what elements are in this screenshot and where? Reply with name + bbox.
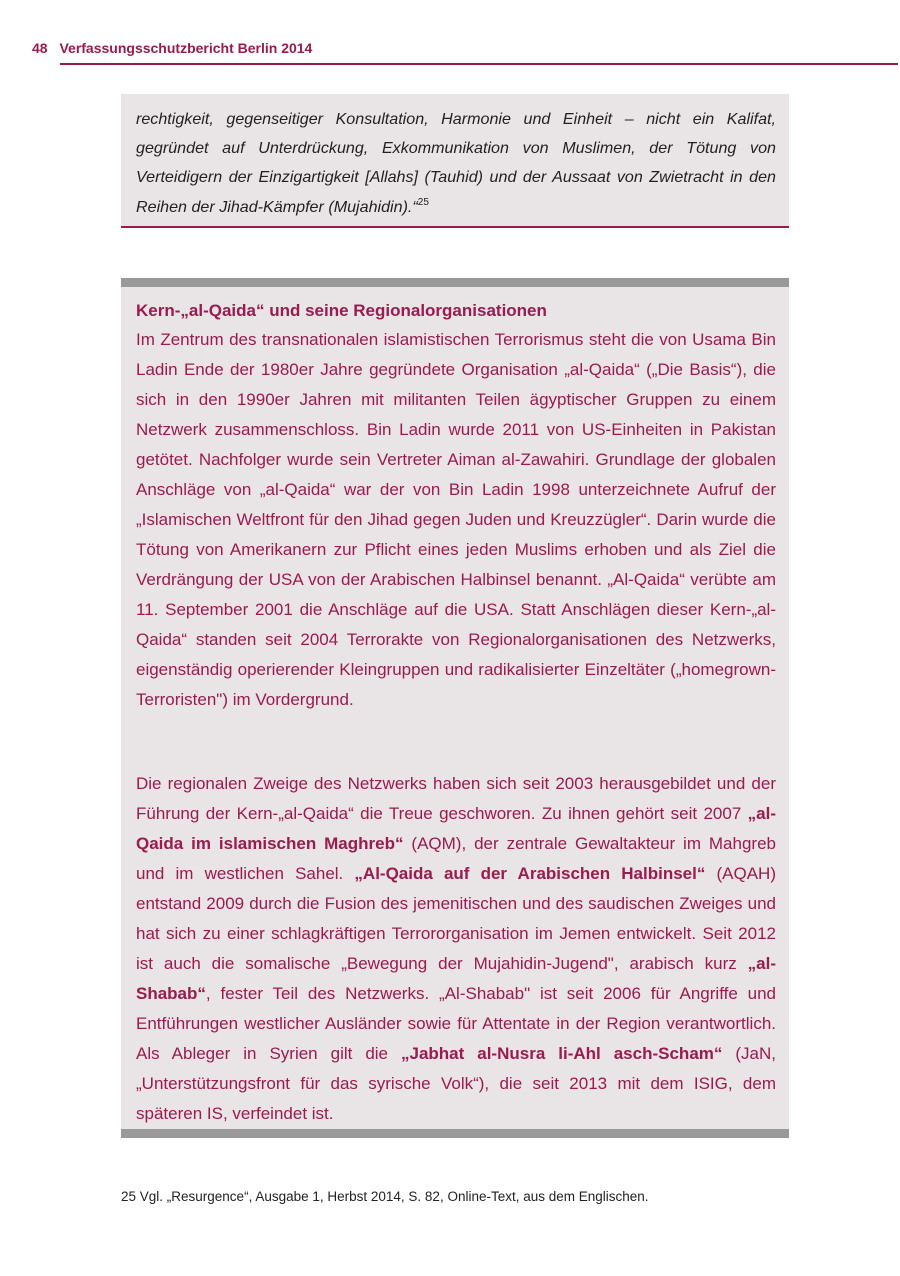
page-header	[32, 40, 898, 56]
header-rule	[60, 63, 898, 65]
bold-term-jabhat-al-nusra: „Jabhat al-Nusra li-Ahl asch-Scham“	[400, 1044, 723, 1063]
bold-term-aqm: „al-Qaida im islamischen Maghreb“	[136, 804, 776, 853]
box-paragraph-2	[136, 769, 776, 1129]
box-paragraph-1: Im Zentrum des transnationalen islamistischen Terrorismus steht die von Usama Bin Ladin Ende der 1980er Jahre gegründete Organisation „al-Qaida“ („Die Basis“), die sich in den 1990er Jahren mit militanten Teilen ägyptischer Gruppen zu einem Netzwerk zusammenschloss. Bin Ladin wurde 2011 von US-Einheiten in Pakistan getötet. Nachfolger wurde sein Vertreter Aiman al-Zawahiri. Grundlage der globalen Anschläge von „al-Qaida“ war der von Bin Ladin 1998 unterzeichnete Aufruf der „Islamischen Weltfront für den Jihad gegen Juden und Kreuzzügler“. Darin wurde die Tötung von Amerikanern zur Pflicht eines jeden Muslims erhoben und als Ziel die Verdrängung der USA von der Arabischen Halbinsel benannt. „Al-Qaida“ verübte am 11. September 2001 die Anschläge auf die USA. Statt Anschlägen dieser Kern-„al-Qaida“ standen seit 2004 Terrorakte von Regionalorganisationen des Netzwerks, eigenständig operierender Kleingruppen und radikalisierter Einzeltäter („homegrown-Terroristen") im Vordergrund.	[136, 330, 776, 709]
page-number: 48	[32, 40, 48, 56]
paragraph-text: Die regionalen Zweige des Netzwerks haben sich seit 2003 herausgebildet und der Führung der Kern-„al-Qaida“ die Treue geschworen. Zu ihnen gehört seit 2007	[136, 774, 776, 823]
quote-body: rechtigkeit, gegenseitiger Konsultation, Harmonie und Einheit – nicht ein Kalifat, gegründet auf Unterdrückung, Exkommunikation von Muslimen, der Tötung von Verteidigern der Einzigartigkeit [Allahs] (Tauhid) und der Aussaat von Zwietracht in den Reihen der Jihad-Kämpfer (Mujahidin).“	[136, 110, 776, 216]
footnote: 25 Vgl. „Resurgence“, Ausgabe 1, Herbst 2014, S. 82, Online-Text, aus dem Englischen.	[121, 1189, 649, 1204]
quote-text	[136, 105, 776, 222]
paragraph-text: , fester Teil des Netzwerks. „Al-Shabab" ist seit 2006 für Angriffe und Entführungen westlicher Ausländer sowie für Attentate in der Region verantwortlich. Als Ableger in Syrien gilt die	[136, 984, 776, 1063]
running-title: Verfassungsschutzbericht Berlin 2014	[59, 40, 313, 56]
footnote-reference: 25	[417, 196, 429, 208]
bold-term-al-shabab: „al-Shabab“	[136, 954, 776, 1003]
paragraph-text: (AQM), der zentrale Gewaltakteur im Mahgreb und im westlichen Sahel.	[136, 834, 776, 883]
quote-box	[121, 94, 789, 228]
bold-term-aqah: „Al-Qaida auf der Arabischen Halbinsel“	[354, 864, 706, 883]
box-heading: Kern-„al-Qaida“ und seine Regionalorganisationen	[136, 301, 547, 320]
info-box	[121, 278, 789, 1138]
paragraph-text: (JaN, „Unterstützungsfront für das syrische Volk“), die seit 2013 mit dem ISIG, dem späteren IS, verfeindet ist.	[136, 1044, 776, 1123]
paragraph-text: (AQAH) entstand 2009 durch die Fusion des jemenitischen und des saudischen Zweiges und hat sich zu einer schlagkräftigen Terrororganisation im Jemen entwickelt. Seit 2012 ist auch die somalische „Bewegung der Mujahidin-Jugend", arabisch kurz	[136, 864, 776, 973]
